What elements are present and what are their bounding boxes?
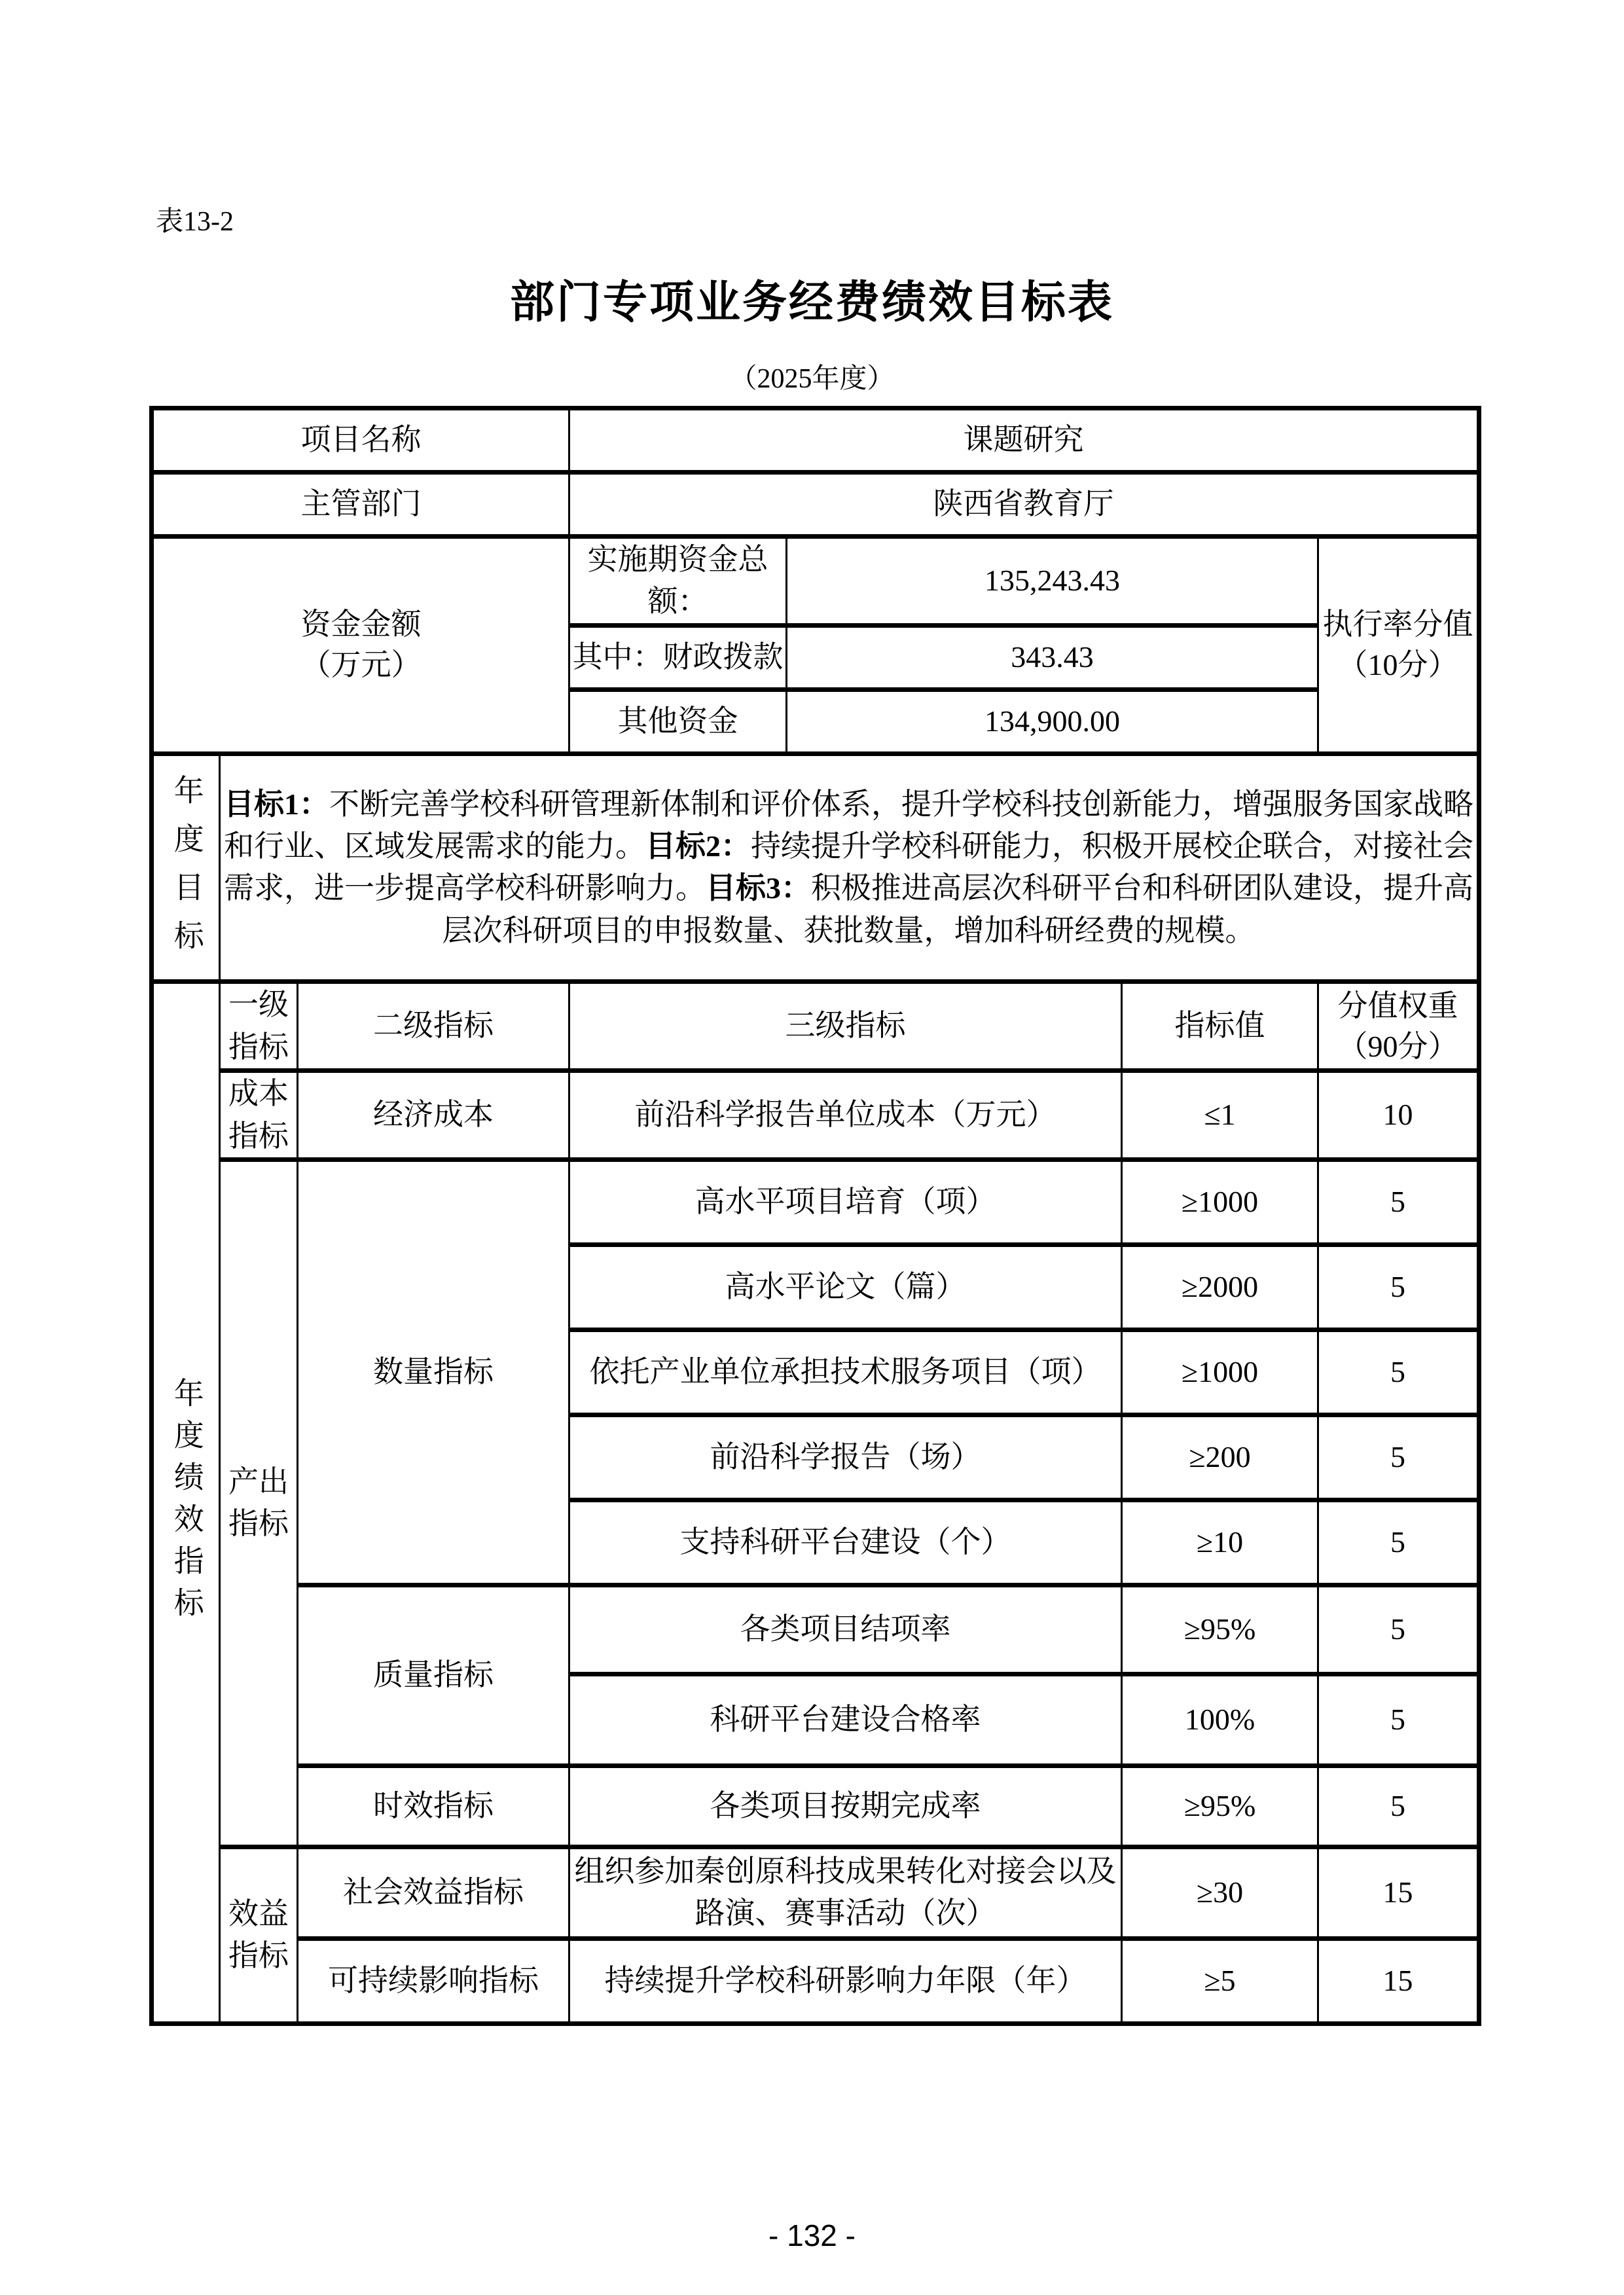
goal2-text: 持续提升学校科研能力，积极开展校企联合，对接社会需求，进一步提高学校科研影响力。 [224, 829, 1473, 905]
level3-indicator: 各类项目结项率 [569, 1585, 1122, 1674]
table-row [152, 408, 1479, 473]
level3-indicator: 高水平项目培育（项） [569, 1159, 1122, 1244]
indicator-row [152, 1938, 1479, 2023]
performance-target-table [149, 406, 1481, 2026]
level1-benefit: 效益指标 [220, 1847, 298, 2023]
level1-output: 产出指标 [220, 1159, 298, 1847]
level2-economic-cost: 经济成本 [298, 1071, 569, 1160]
indicator-score: 5 [1318, 1159, 1479, 1244]
fund-fiscal-label: 其中：财政拨款 [569, 625, 787, 689]
fund-other-label: 其他资金 [569, 689, 787, 753]
department-label: 主管部门 [152, 473, 569, 537]
fund-fiscal-value: 343.43 [787, 625, 1318, 689]
indicator-row [152, 1585, 1479, 1674]
indicator-score: 15 [1318, 1938, 1479, 2023]
execution-rate-line2: （10分） [1337, 648, 1458, 682]
indicator-value: ≥1000 [1122, 1159, 1318, 1244]
goal3-text: 积极推进高层次科研平台和科研团队建设，提升高层次科研项目的申报数量、获批数量，增加科研经费的规模。 [442, 871, 1473, 947]
indicator-score: 5 [1318, 1674, 1479, 1765]
indicator-value: ≥2000 [1122, 1244, 1318, 1329]
page-title: 部门专项业务经费绩效目标表 [509, 278, 1114, 327]
level3-indicator: 依托产业单位承担技术服务项目（项） [569, 1329, 1122, 1415]
indicator-score: 5 [1318, 1244, 1479, 1329]
level3-indicator: 各类项目按期完成率 [569, 1765, 1122, 1847]
level2-quantity: 数量指标 [298, 1159, 569, 1585]
goal1-text: 不断完善学校科研管理新体制和评价体系，提升学校科技创新能力，增强服务国家战略和行业、区域发展需求的能力。 [224, 787, 1473, 863]
indicator-value: ≤1 [1122, 1071, 1318, 1160]
level2-sustainable-impact: 可持续影响指标 [298, 1938, 569, 2023]
indicator-row [152, 1765, 1479, 1847]
header-level3: 三级指标 [569, 982, 1122, 1071]
level2-quality: 质量指标 [298, 1585, 569, 1765]
table-row [152, 753, 1479, 981]
project-name-value: 课题研究 [569, 408, 1479, 473]
indicator-score: 10 [1318, 1071, 1479, 1160]
indicator-header-row [152, 982, 1479, 1071]
level3-indicator: 前沿科学报告单位成本（万元） [569, 1071, 1122, 1160]
level3-indicator: 组织参加秦创原科技成果转化对接会以及路演、赛事活动（次） [569, 1847, 1122, 1938]
level1-cost: 成本指标 [220, 1071, 298, 1160]
page-subtitle: （2025年度） [729, 364, 895, 394]
indicator-value: ≥95% [1122, 1765, 1318, 1847]
level3-indicator: 持续提升学校科研影响力年限（年） [569, 1938, 1122, 2023]
fund-total-label: 实施期资金总额： [569, 537, 787, 626]
annual-goals-side-label [152, 753, 220, 981]
indicator-score: 5 [1318, 1500, 1479, 1585]
header-level2: 二级指标 [298, 982, 569, 1071]
fund-amount-label-line1: 资金金额 [300, 607, 422, 642]
header-weight-line2: （90分） [1337, 1029, 1458, 1063]
annual-goals-vertical-text: 年度目标 [170, 774, 204, 968]
level3-indicator: 前沿科学报告（场） [569, 1415, 1122, 1500]
level3-indicator: 高水平论文（篇） [569, 1244, 1122, 1329]
header-value: 指标值 [1122, 982, 1318, 1071]
indicator-value: ≥200 [1122, 1415, 1318, 1500]
indicator-value: ≥30 [1122, 1847, 1318, 1938]
header-level1: 一级指标 [220, 982, 298, 1071]
project-name-label: 项目名称 [152, 408, 569, 473]
indicator-score: 5 [1318, 1415, 1479, 1500]
level2-social-benefit: 社会效益指标 [298, 1847, 569, 1938]
annual-indicators-side-label [152, 982, 220, 2024]
annual-goals-text [220, 753, 1479, 981]
department-value: 陕西省教育厅 [569, 473, 1479, 537]
indicator-value: 100% [1122, 1674, 1318, 1765]
indicator-value: ≥10 [1122, 1500, 1318, 1585]
table-row [152, 473, 1479, 537]
header-weight-line1: 分值权重 [1337, 988, 1458, 1022]
fund-amount-label [152, 537, 569, 754]
indicator-score: 5 [1318, 1765, 1479, 1847]
goal2-label: 目标2： [645, 829, 751, 863]
indicator-value: ≥5 [1122, 1938, 1318, 2023]
indicator-value: ≥95% [1122, 1585, 1318, 1674]
level3-indicator: 支持科研平台建设（个） [569, 1500, 1122, 1585]
indicator-row [152, 1159, 1479, 1244]
fund-other-value: 134,900.00 [787, 689, 1318, 753]
goal3-label: 目标3： [706, 871, 811, 905]
page-number: - 132 - [768, 2218, 856, 2252]
header-weight [1318, 982, 1479, 1071]
indicator-score: 5 [1318, 1585, 1479, 1674]
goal1-label: 目标1： [224, 787, 329, 821]
execution-rate-score [1318, 537, 1479, 754]
indicator-score: 5 [1318, 1329, 1479, 1415]
annual-indicators-vertical-text: 年度绩效指标 [170, 1377, 204, 1629]
indicator-score: 15 [1318, 1847, 1479, 1938]
fund-amount-label-line2: （万元） [300, 648, 422, 682]
indicator-row [152, 1071, 1479, 1160]
indicator-value: ≥1000 [1122, 1329, 1318, 1415]
form-number-tag: 表13-2 [156, 207, 234, 237]
execution-rate-line1: 执行率分值 [1322, 607, 1473, 642]
table-row [152, 537, 1479, 626]
fund-total-value: 135,243.43 [787, 537, 1318, 626]
level2-timeliness: 时效指标 [298, 1765, 569, 1847]
indicator-row [152, 1847, 1479, 1938]
level3-indicator: 科研平台建设合格率 [569, 1674, 1122, 1765]
